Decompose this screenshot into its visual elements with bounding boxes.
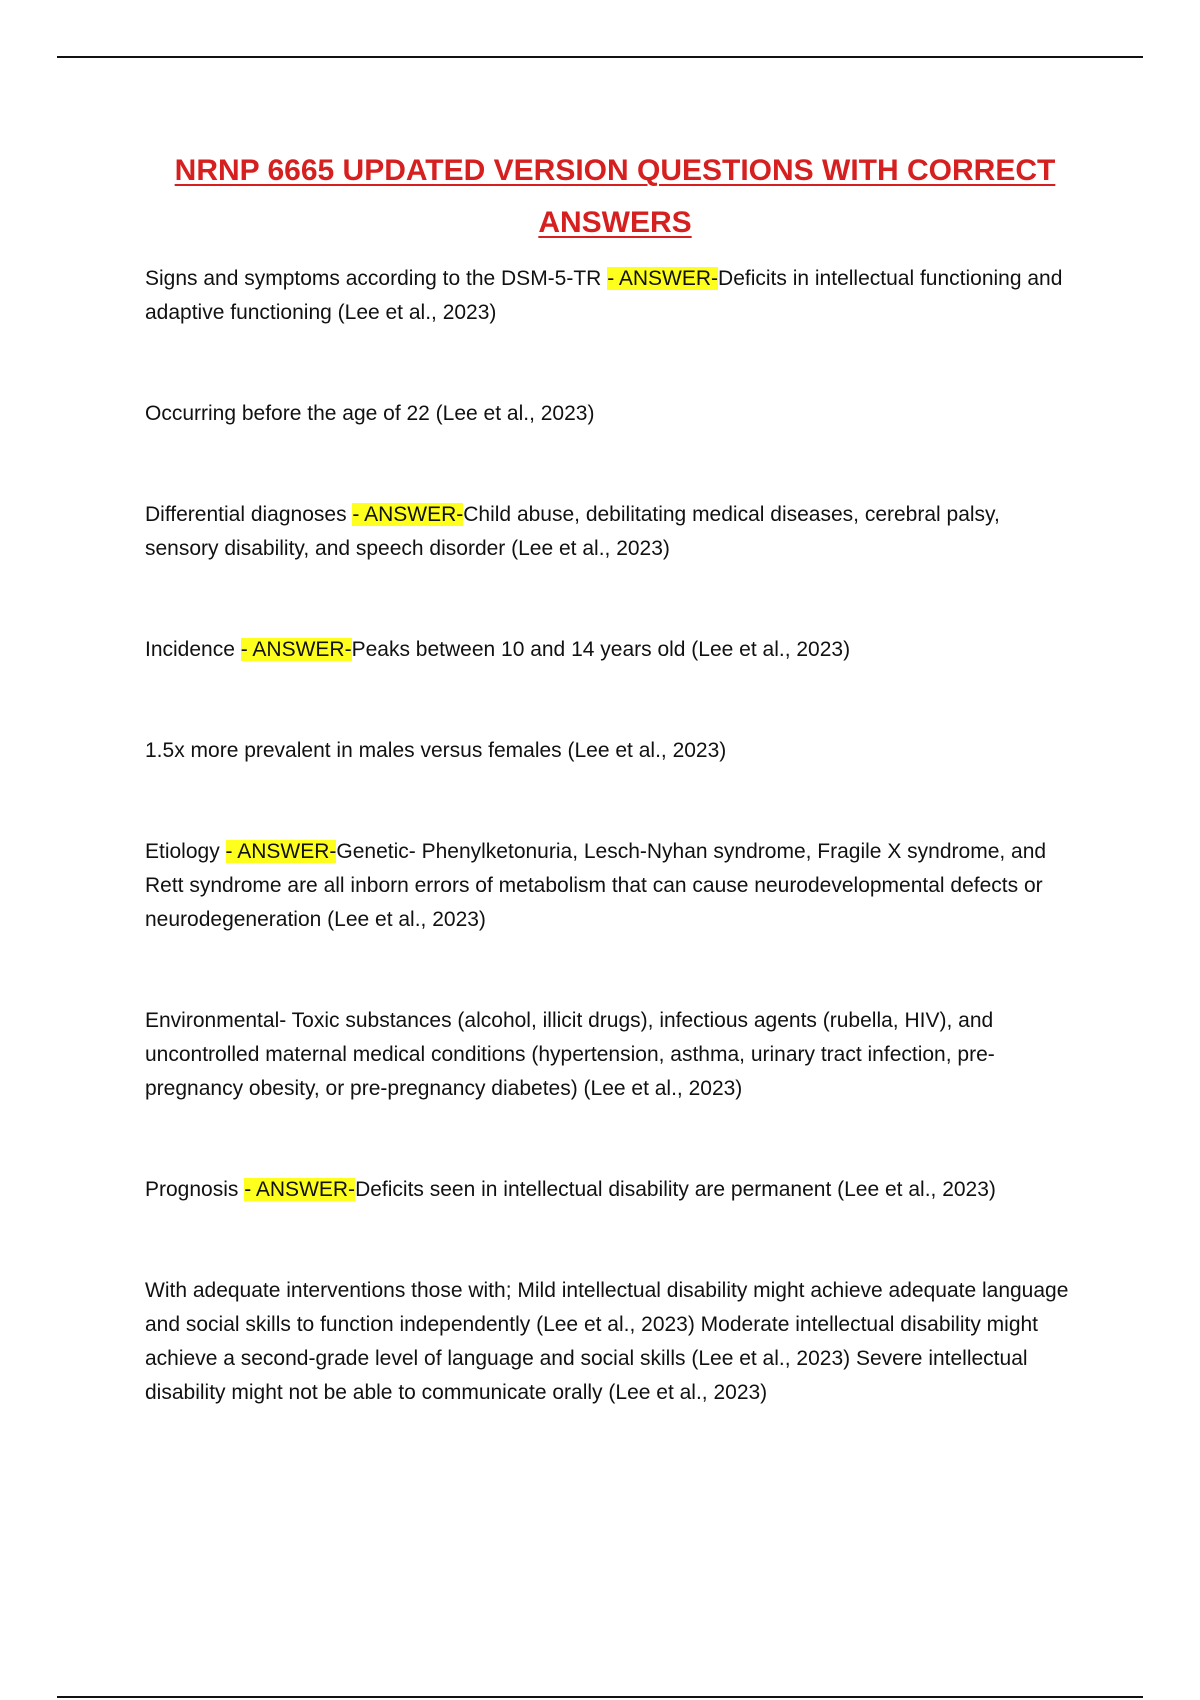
answer-text: Peaks between 10 and 14 years old (Lee et al., 2023) <box>351 638 851 661</box>
answer-tag: - ANSWER- <box>352 503 464 526</box>
qa-signs-symptoms <box>145 262 1075 330</box>
question-text: Etiology <box>145 840 226 863</box>
answer-tag: - ANSWER- <box>240 638 352 661</box>
note-interventions <box>145 1274 1075 1410</box>
note-text: Environmental- Toxic substances (alcohol, illicit drugs), infectious agents (rubella, HIV), and uncontrolled maternal medical conditions (hypertension, asthma, urinary tract infection, pre-pregnancy obesity, or pre-pregnancy diabetes) (Lee et al., 2023) <box>145 1009 995 1100</box>
note-text: Occurring before the age of 22 (Lee et al., 2023) <box>145 402 595 425</box>
answer-text: Deficits seen in intellectual disability are permanent (Lee et al., 2023) <box>355 1178 996 1201</box>
note-age-onset <box>145 397 1075 431</box>
answer-tag: - ANSWER- <box>244 1178 356 1201</box>
question-text: Signs and symptoms according to the DSM-5-TR <box>145 267 608 290</box>
question-text: Prognosis <box>145 1178 245 1201</box>
answer-text: Child abuse, debilitating medical diseases, cerebral palsy, sensory disability, and speech disorder (Lee et al., 2023) <box>145 503 1000 560</box>
document-title: NRNP 6665 UPDATED VERSION QUESTIONS WITH CORRECT ANSWERS <box>174 154 1056 239</box>
answer-tag: - ANSWER- <box>225 840 337 863</box>
qa-differential-diagnoses <box>145 498 1075 566</box>
answer-text: Genetic- Phenylketonuria, Lesch-Nyhan syndrome, Fragile X syndrome, and Rett syndrome are all inborn errors of metabolism that can cause neurodevelopmental defects or neurodegeneration (Lee et al., 2023) <box>145 840 1047 931</box>
question-text: Differential diagnoses <box>145 503 353 526</box>
qa-prognosis <box>145 1173 1075 1207</box>
document-body <box>145 262 1075 1477</box>
note-prevalence <box>145 734 1075 768</box>
top-rule <box>57 56 1143 58</box>
answer-tag: - ANSWER- <box>607 267 719 290</box>
question-text: Incidence <box>145 638 241 661</box>
bottom-rule <box>57 1696 1143 1698</box>
note-environmental <box>145 1004 1075 1106</box>
qa-incidence <box>145 633 1075 667</box>
note-text: 1.5x more prevalent in males versus females (Lee et al., 2023) <box>145 739 727 762</box>
answer-text: Deficits in intellectual functioning and adaptive functioning (Lee et al., 2023) <box>145 267 1063 324</box>
note-text: With adequate interventions those with; Mild intellectual disability might achieve adequate language and social skills to function independently (Lee et al., 2023) Moderate intellectual disability might achieve a second-grade level of language and social skills (Lee et al., 2023) Severe intellectual disability might not be able to communicate orally (Lee et al., 2023) <box>145 1279 1069 1404</box>
qa-etiology <box>145 835 1075 937</box>
